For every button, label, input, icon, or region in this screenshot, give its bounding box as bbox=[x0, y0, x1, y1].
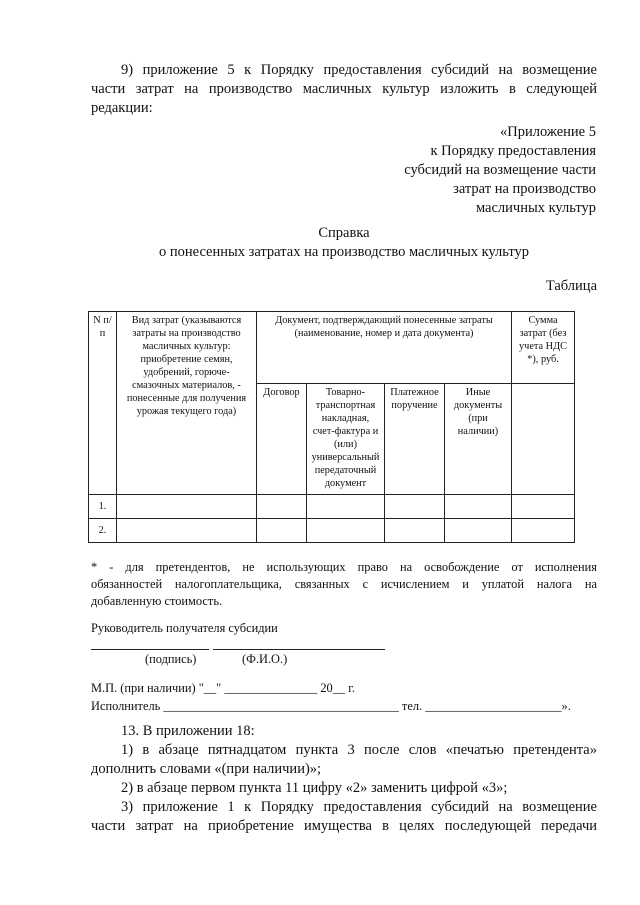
footnote bbox=[91, 559, 597, 610]
table-row bbox=[89, 519, 575, 543]
table-label: Таблица bbox=[545, 278, 597, 294]
table-cell bbox=[445, 495, 512, 519]
subheader-contract: Договор bbox=[257, 384, 307, 495]
header-sum: Сумма затрат (без учета НДС *), руб. bbox=[512, 312, 575, 384]
manager-label: Руководитель получателя субсидии bbox=[91, 621, 278, 635]
table-cell bbox=[512, 519, 575, 543]
subheader-other: Иные документы (при наличии) bbox=[445, 384, 512, 495]
header-cost-type: Вид затрат (указываются затраты на производство масличных культур: приобретение семян, удобрений, горюче-смазочных материалов, - понесенные для получения урожая текущего года) bbox=[117, 312, 257, 495]
fio-label: (Ф.И.О.) bbox=[242, 652, 288, 666]
clause-line-4: 2) в абзаце первом пункта 11 цифру «2» заменить цифрой «3»; bbox=[121, 780, 508, 796]
row-num-2: 2. bbox=[89, 519, 117, 543]
subheader-waybill: Товарно-транспортная накладная, счет-фактура и (или) универсальный передаточный документ bbox=[307, 384, 385, 495]
footnote-line-1: * - для претендентов, не использующих право на освобождение от исполнения bbox=[91, 560, 597, 574]
amendment-clauses bbox=[91, 722, 597, 836]
row-num-1: 1. bbox=[89, 495, 117, 519]
table-cell bbox=[385, 495, 445, 519]
table-cell bbox=[385, 519, 445, 543]
clause-line-5: 3) приложение 1 к Порядку предоставления субсидий на возмещение bbox=[121, 799, 597, 815]
table-cell bbox=[307, 495, 385, 519]
appendix-header bbox=[330, 123, 596, 218]
clause-line-3: дополнить словами «(при наличии)»; bbox=[91, 761, 322, 777]
intro-line-1: 9) приложение 5 к Порядку предоставления субсидий на возмещение bbox=[121, 62, 597, 78]
appendix-line-5: масличных культур bbox=[475, 200, 596, 216]
subheader-payment: Платежное поручение bbox=[385, 384, 445, 495]
table-cell bbox=[257, 519, 307, 543]
intro-line-3: редакции: bbox=[91, 100, 153, 116]
table-cell bbox=[445, 519, 512, 543]
appendix-line-2: к Порядку предоставления bbox=[430, 143, 596, 159]
header-num: N п/п bbox=[89, 312, 117, 495]
intro-paragraph bbox=[91, 61, 597, 118]
signature-label: (подпись) bbox=[145, 652, 197, 666]
clause-line-6: части затрат на приобретение имущества в целях последующей передачи bbox=[91, 818, 597, 834]
header-document: Документ, подтверждающий понесенные затраты (наименование, номер и дата документа) bbox=[257, 312, 512, 384]
table-cell bbox=[512, 495, 575, 519]
document-title bbox=[91, 224, 597, 262]
fio-line bbox=[213, 649, 385, 650]
title-line-1: Справка bbox=[318, 225, 370, 241]
subheader-sum-empty bbox=[512, 384, 575, 495]
appendix-line-3: субсидий на возмещение части bbox=[404, 162, 596, 178]
table-cell bbox=[117, 495, 257, 519]
stamp-date-line: М.П. (при наличии) "__" _______________ 20__ г. bbox=[91, 681, 356, 695]
footnote-line-3: добавленную стоимость. bbox=[91, 594, 223, 608]
table-cell bbox=[117, 519, 257, 543]
clause-line-1: 13. В приложении 18: bbox=[121, 723, 255, 739]
costs-table bbox=[88, 311, 575, 543]
title-line-2: о понесенных затратах на производство масличных культур bbox=[159, 244, 529, 260]
clause-line-2: 1) в абзаце пятнадцатом пункта 3 после слов «печатью претендента» bbox=[121, 742, 597, 758]
signature-line bbox=[91, 649, 209, 650]
table-row bbox=[89, 495, 575, 519]
table-cell bbox=[257, 495, 307, 519]
table-cell bbox=[307, 519, 385, 543]
intro-line-2: части затрат на производство масличных культур изложить в следующей bbox=[91, 81, 597, 97]
executor-line: Исполнитель ______________________________________ тел. ______________________». bbox=[91, 699, 571, 713]
appendix-line-1: «Приложение 5 bbox=[500, 124, 596, 140]
appendix-line-4: затрат на производство bbox=[453, 181, 596, 197]
footnote-line-2: обязанностей налогоплательщика, связанных с исчислением и уплатой налога на bbox=[91, 577, 597, 591]
